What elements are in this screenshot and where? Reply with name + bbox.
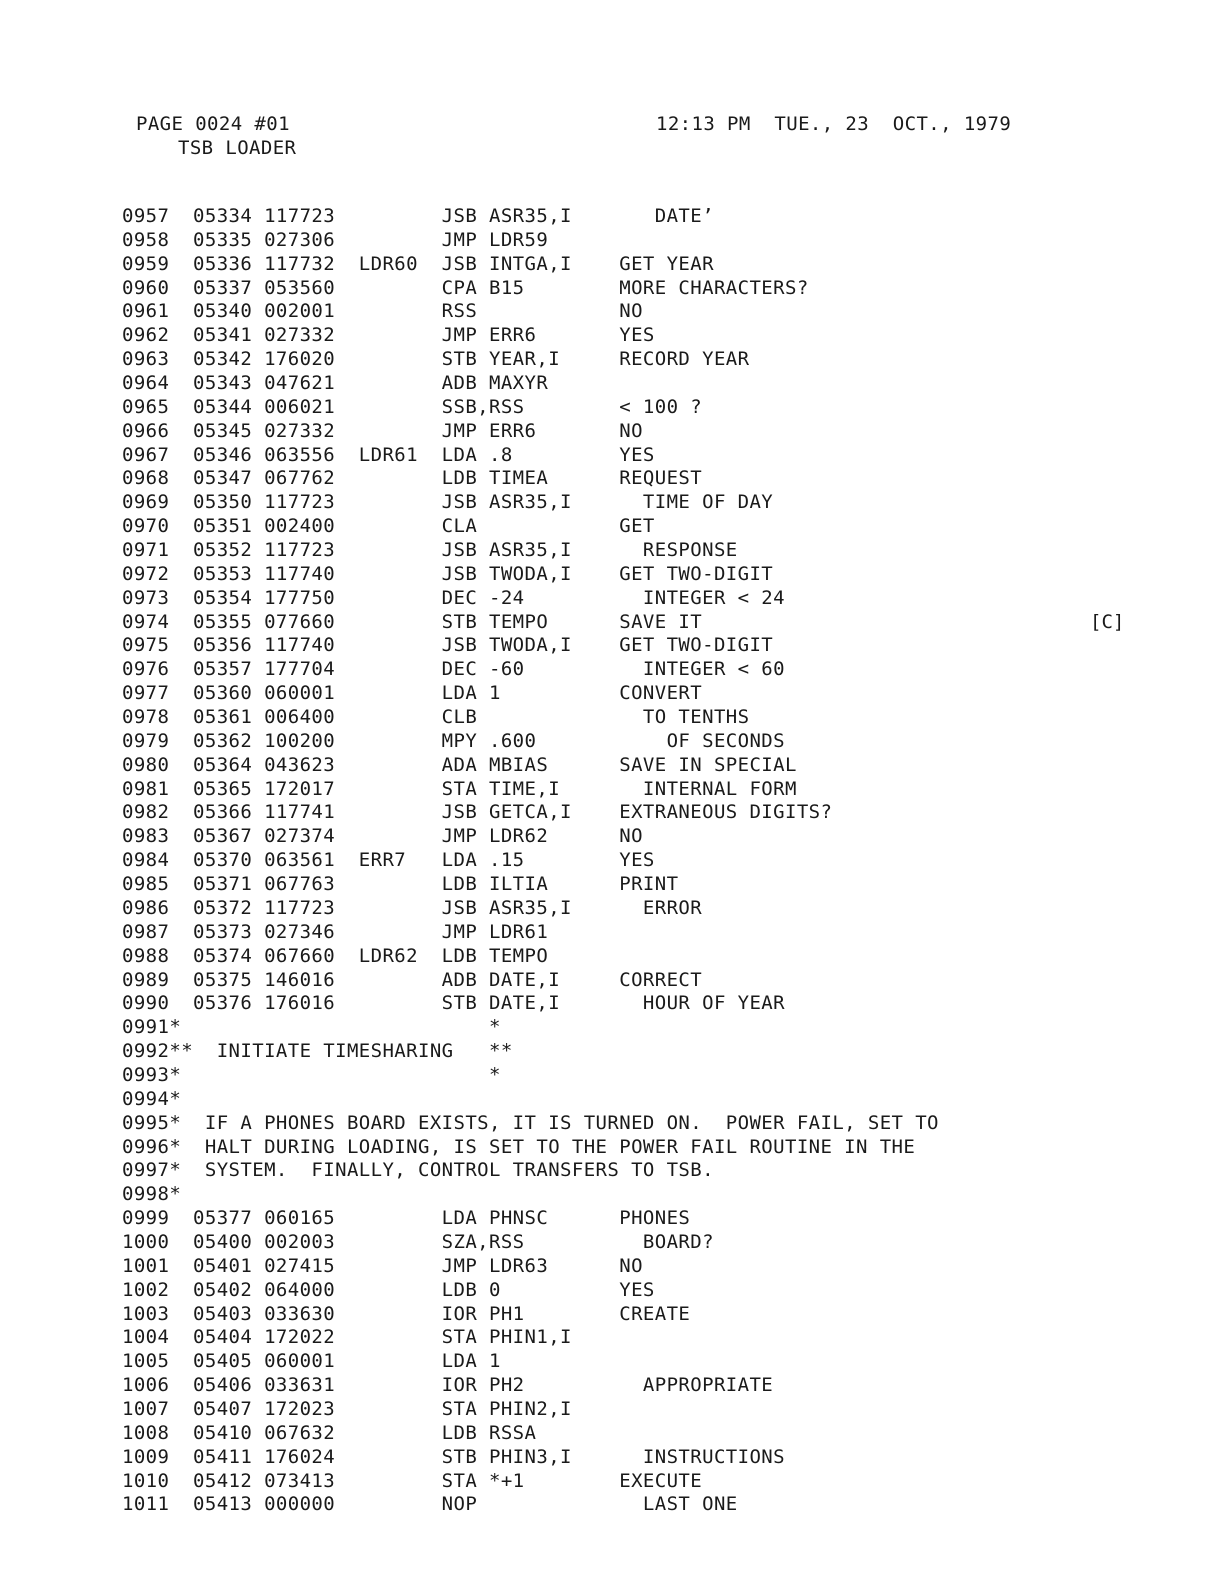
listing-line: 0977 05360 060001 LDA 1 CONVERT <box>122 682 703 705</box>
listing-line: 1007 05407 172023 STA PHIN2,I <box>122 1397 572 1420</box>
listing-line: 0995* IF A PHONES BOARD EXISTS, IT IS TURNED ON. POWER FAIL, SET TO <box>122 1111 939 1134</box>
listing-line: 0963 05342 176020 STB YEAR,I RECORD YEAR <box>122 348 750 371</box>
listing-line: 0980 05364 043623 ADA MBIAS SAVE IN SPECIAL <box>122 753 797 776</box>
listing-line: 0958 05335 027306 JMP LDR59 <box>122 228 549 251</box>
listing-line: 0985 05371 067763 LDB ILTIA PRINT <box>122 873 679 896</box>
listing-line: 1009 05411 176024 STB PHIN3,I INSTRUCTIONS <box>122 1445 785 1468</box>
listing-line: 0974 05355 077660 STB TEMPO SAVE IT <box>122 610 703 633</box>
listing-line: 1006 05406 033631 IOR PH2 APPROPRIATE <box>122 1374 774 1397</box>
listing-line: 1011 05413 000000 NOP LAST ONE <box>122 1493 738 1516</box>
listing-line: 1001 05401 027415 JMP LDR63 NO <box>122 1254 643 1277</box>
listing-line: 1005 05405 060001 LDA 1 <box>122 1350 501 1373</box>
listing-line: 0997* SYSTEM. FINALLY, CONTROL TRANSFERS TO TSB. <box>122 1159 714 1182</box>
listing-line: 0966 05345 027332 JMP ERR6 NO <box>122 419 643 442</box>
listing-line: 0986 05372 117723 JSB ASR35,I ERROR <box>122 896 703 919</box>
listing-line: 0970 05351 002400 CLA GET <box>122 515 655 538</box>
listing-line: 0968 05347 067762 LDB TIMEA REQUEST <box>122 467 703 490</box>
listing-line: 0991* * <box>122 1016 501 1039</box>
listing-line: 0989 05375 146016 ADB DATE,I CORRECT <box>122 968 703 991</box>
listing-line: 0959 05336 117732 LDR60 JSB INTGA,I GET YEAR <box>122 252 714 275</box>
listing-line: 1000 05400 002003 SZA,RSS BOARD? <box>122 1230 714 1253</box>
listing-line: 0962 05341 027332 JMP ERR6 YES <box>122 324 655 347</box>
listing-line: 0979 05362 100200 MPY .600 OF SECONDS <box>122 729 785 752</box>
listing-line: 0998* <box>122 1183 182 1206</box>
document-title: TSB LOADER <box>178 137 297 159</box>
listing-line: 0981 05365 172017 STA TIME,I INTERNAL FORM <box>122 777 797 800</box>
listing-line: 0961 05340 002001 RSS NO <box>122 300 643 323</box>
listing-line: 0983 05367 027374 JMP LDR62 NO <box>122 825 643 848</box>
listing-line: 0992** INITIATE TIMESHARING ** <box>122 1040 513 1063</box>
listing-line: 0982 05366 117741 JSB GETCA,I EXTRANEOUS DIGITS? <box>122 801 833 824</box>
listing-line: 0976 05357 177704 DEC -60 INTEGER < 60 <box>122 658 785 681</box>
listing-line: 1008 05410 067632 LDB RSSA <box>122 1421 537 1444</box>
listing-line: 0973 05354 177750 DEC -24 INTEGER < 24 <box>122 586 785 609</box>
listing-line: 1003 05403 033630 IOR PH1 CREATE <box>122 1302 691 1325</box>
page-number-header: PAGE 0024 #01 <box>136 113 290 135</box>
listing-line: 1002 05402 064000 LDB 0 YES <box>122 1278 655 1301</box>
listing-line: 0964 05343 047621 ADB MAXYR <box>122 372 549 395</box>
assembly-listing <box>122 205 939 1517</box>
listing-line: 0984 05370 063561 ERR7 LDA .15 YES <box>122 849 655 872</box>
listing-line: 0994* <box>122 1087 182 1110</box>
listing-line: 0988 05374 067660 LDR62 LDB TEMPO <box>122 944 549 967</box>
timestamp-header: 12:13 PM TUE., 23 OCT., 1979 <box>656 113 1012 135</box>
listing-line: 0969 05350 117723 JSB ASR35,I TIME OF DAY <box>122 491 774 514</box>
listing-line: 0978 05361 006400 CLB TO TENTHS <box>122 706 750 729</box>
listing-line: 0965 05344 006021 SSB,RSS < 100 ? <box>122 395 703 418</box>
listing-line: 1004 05404 172022 STA PHIN1,I <box>122 1326 572 1349</box>
listing-line: 0999 05377 060165 LDA PHNSC PHONES <box>122 1207 691 1230</box>
listing-line: 0960 05337 053560 CPA B15 MORE CHARACTERS? <box>122 276 809 299</box>
listing-line: 0957 05334 117723 JSB ASR35,I DATE’ <box>122 205 714 227</box>
margin-annotation: [C] <box>1090 611 1125 633</box>
listing-line: 0975 05356 117740 JSB TWODA,I GET TWO-DIGIT <box>122 634 774 657</box>
listing-line: 0990 05376 176016 STB DATE,I HOUR OF YEAR <box>122 992 785 1015</box>
listing-line: 1010 05412 073413 STA *+1 EXECUTE <box>122 1469 703 1492</box>
listing-line: 0996* HALT DURING LOADING, IS SET TO THE POWER FAIL ROUTINE IN THE <box>122 1135 916 1158</box>
listing-line: 0972 05353 117740 JSB TWODA,I GET TWO-DIGIT <box>122 562 774 585</box>
listing-line: 0971 05352 117723 JSB ASR35,I RESPONSE <box>122 539 738 562</box>
listing-line: 0987 05373 027346 JMP LDR61 <box>122 920 549 943</box>
listing-line: 0967 05346 063556 LDR61 LDA .8 YES <box>122 443 655 466</box>
listing-line: 0993* * <box>122 1063 501 1086</box>
